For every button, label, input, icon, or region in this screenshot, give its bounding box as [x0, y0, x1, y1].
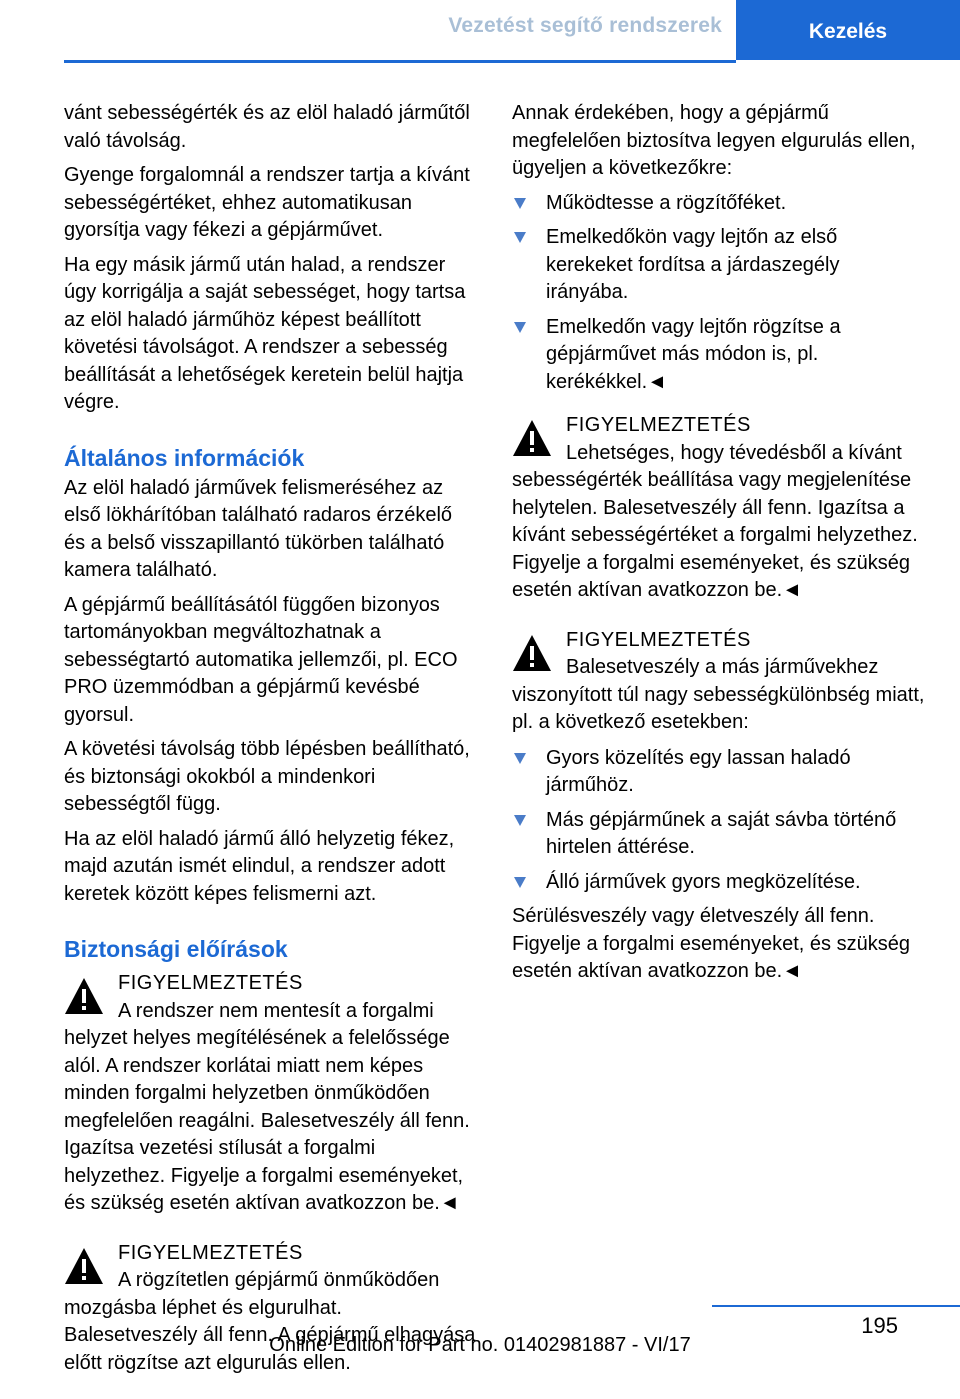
paragraph: vánt sebességérték és az elöl haladó járműtől való távolság.: [64, 102, 470, 152]
left-column: [64, 100, 478, 1399]
warning-triangle-icon: [64, 976, 104, 1016]
warning-triangle-icon: [512, 418, 552, 458]
paragraph: Ha az elöl haladó jármű álló helyzetig fékez, majd azután ismét elindul, a rendszer adott keretek között képes felismerni azt.: [64, 827, 455, 905]
heading-general-info: Általános információk: [64, 444, 305, 471]
warning-triangle-icon: [64, 1246, 104, 1286]
paragraph: Sérülésveszély vagy életveszély áll fenn. Figyelje a forgalmi eseményeket, és szükség esetén aktívan avatkozzon be.◄: [512, 905, 910, 982]
right-column: [512, 100, 926, 993]
triangle-bullet-icon: [514, 815, 526, 826]
warning-triangle-icon: [512, 633, 552, 673]
triangle-bullet-icon: [514, 322, 526, 333]
paragraph: A gépjármű beállításától függően bizonyos tartományokban megváltozhatnak a sebességtartó automatika jellemzői, pl. ECO PRO üzemmódban a gépjármű kevésbé gyorsul.: [64, 593, 458, 726]
list-item: Emelkedőkön vagy lejtőn az első kerekeket fordítsa a járdaszegély irányába.: [512, 224, 926, 307]
list-item: Álló járművek gyors megközelítése.: [512, 869, 926, 897]
warning-title: FIGYELMEZTETÉS: [118, 972, 303, 994]
paragraph: Gyenge forgalomnál a rendszer tartja a kívánt sebességértéket, ehhez automatikusan gyorsítja vagy fékezi a gépjárművet.: [64, 164, 470, 241]
warning-block: [512, 412, 926, 605]
paragraph: A követési távolság több lépésben beállítható, és biztonsági okokból a mindenkori sebességtől függ.: [64, 738, 470, 815]
bullet-list: [512, 190, 926, 397]
warning-title: FIGYELMEZTETÉS: [566, 414, 751, 436]
list-item: Emelkedőn vagy lejtőn rögzítse a gépjárművet más módon is, pl. kerékékkel.◄: [512, 314, 926, 397]
warning-title: FIGYELMEZTETÉS: [566, 628, 751, 651]
chapter-tab[interactable]: Kezelés: [736, 0, 960, 60]
warning-block: [512, 627, 926, 737]
page-number: 195: [861, 1313, 898, 1338]
warning-title: FIGYELMEZTETÉS: [118, 1241, 303, 1264]
paragraph: Az elöl haladó járművek felismeréséhez az első lökhárítóban található radaros érzékelő és a belső visszapillantó tükörben található kamera található.: [64, 476, 453, 581]
list-item: Gyors közelítés egy lassan haladó járműhöz.: [512, 745, 926, 800]
triangle-bullet-icon: [514, 232, 526, 243]
paragraph: Annak érdekében, hogy a gépjármű megfelelően biztosítva legyen elgurulás ellen, ügyeljen a következőkre:: [512, 102, 916, 179]
triangle-bullet-icon: [514, 877, 526, 888]
warning-text: A rendszer nem mentesít a forgalmi helyzet helyes megítélésének a felelőssége alól. A rendszer korlátai miatt nem képes minden forgalmi helyzetben önműködően megfelelően reagálni. Balesetveszély áll fenn. Igazítsa vezetési stílusát a forgalmi helyzethez. Figyelje a forgalmi eseményeket, és szükség esetén aktívan avatkozzon be.◄: [64, 999, 470, 1214]
triangle-bullet-icon: [514, 753, 526, 764]
warning-text: Balesetveszély a más járművekhez viszonyított túl nagy sebességkülönbség miatt, pl. a következő esetekben:: [512, 656, 925, 733]
section-title: Vezetést segítő rendszerek: [448, 14, 722, 37]
edition-note: Online Edition for Part no. 01402981887 - VI/17: [269, 1334, 691, 1356]
paragraph: Ha egy másik jármű után halad, a rendszer úgy korrigálja a saját sebességet, hogy tartsa az elöl haladó járműhöz képest beállított követési távolságot. A rendszer a sebesség beállítását a lehetőségek keretein belül hajtja végre.: [64, 253, 466, 413]
triangle-bullet-icon: [514, 198, 526, 209]
list-item: Más gépjárműnek a saját sávba történő hirtelen áttérése.: [512, 807, 926, 862]
warning-block: [64, 970, 478, 1218]
bullet-list: [512, 745, 926, 897]
page-header: [0, 0, 960, 64]
warning-text: Lehetséges, hogy tévedésből a kívánt sebességérték beállítása vagy megjelenítése helytelen. Balesetveszély áll fenn. Igazítsa a kívánt sebességértéket a forgalmi helyzethez. Figyelje a forgalmi eseményeket, és szükség esetén aktívan avatkozzon be.◄: [512, 441, 918, 601]
list-item: Működtesse a rögzítőféket.: [512, 190, 926, 218]
heading-safety: Biztonsági előírások: [64, 936, 288, 962]
header-rule: [64, 60, 736, 63]
footer-rule: [712, 1305, 960, 1307]
warning-text: A rögzítetlen gépjármű önműködően mozgásba léphet és elgurulhat. Balesetveszély áll fenn. A gépjármű elhagyása előtt rögzítse azt elgurulás ellen.: [64, 1269, 476, 1374]
